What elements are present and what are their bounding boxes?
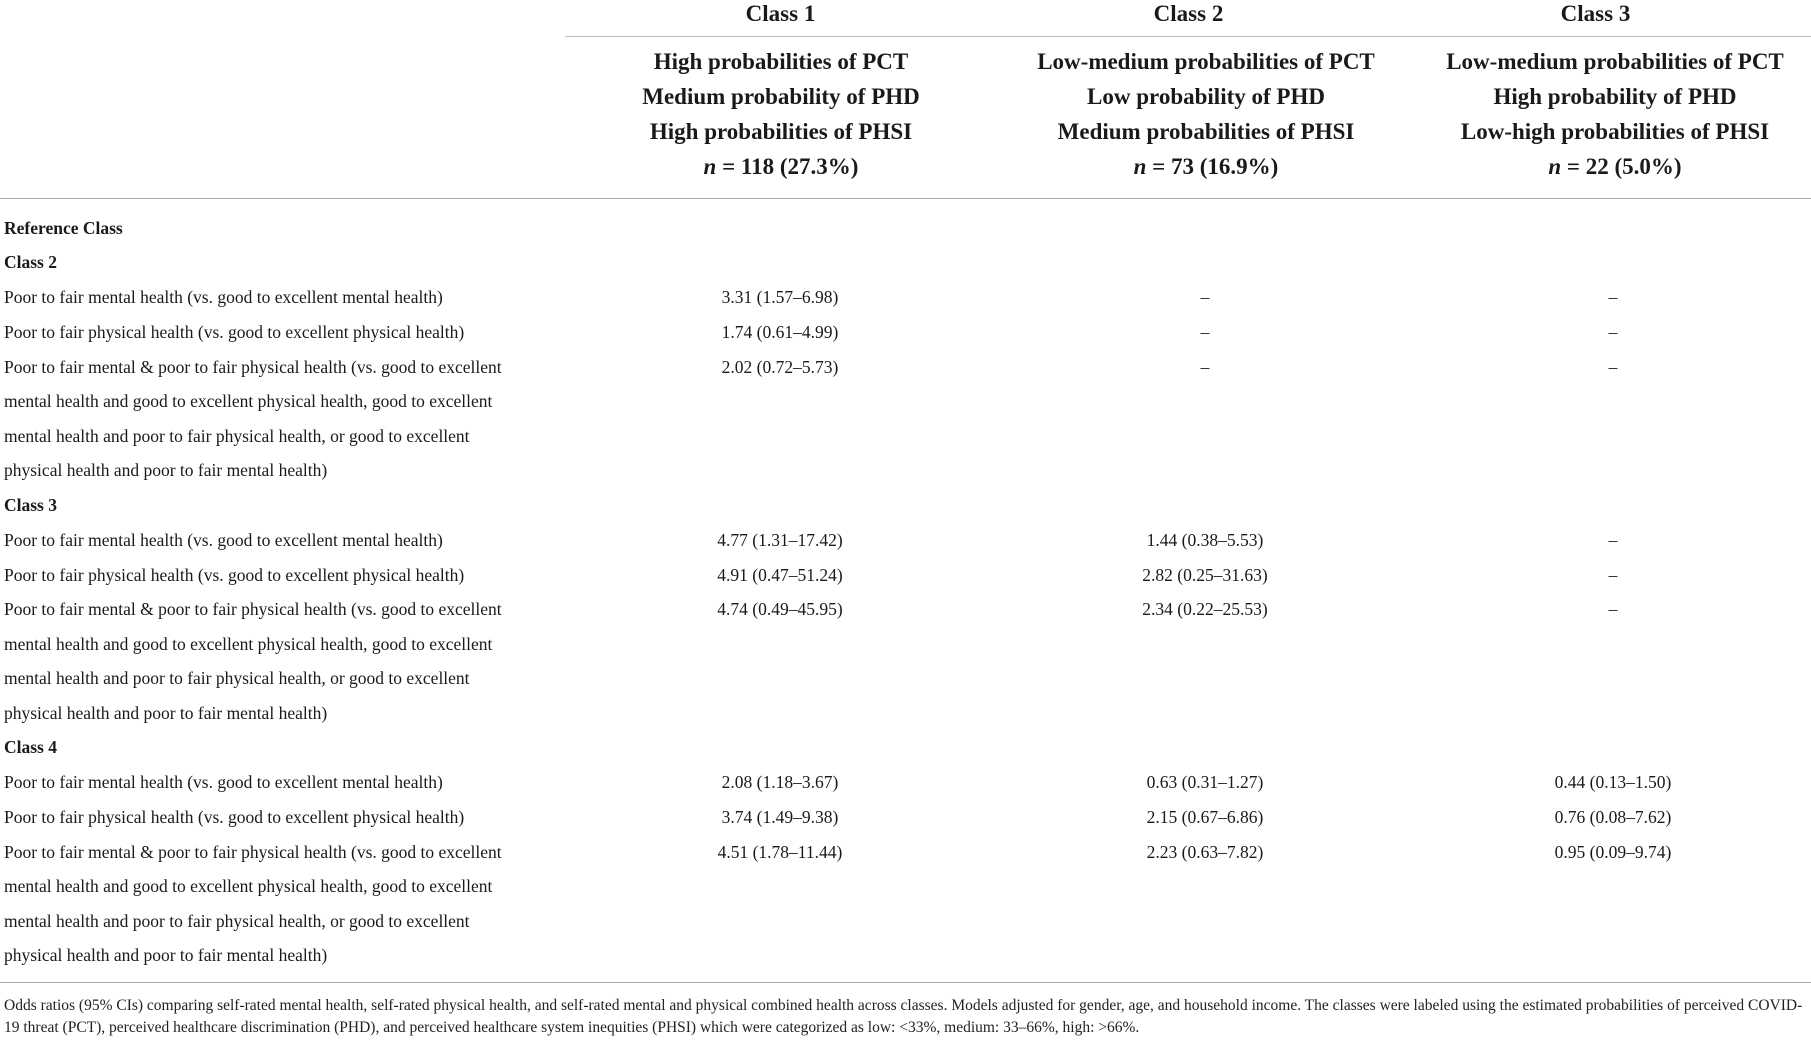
cell-class3: – — [1608, 357, 1618, 377]
cell-class1: 1.74 (0.61–4.99) — [721, 322, 839, 342]
cell-class1: 3.74 (1.49–9.38) — [721, 807, 839, 827]
class-2-n: n = 73 (16.9%) — [1133, 154, 1279, 179]
class-1-title: Class 1 — [745, 1, 816, 26]
class-3-description: Low-medium probabilities of PCT High probability of PHD Low-high probabilities of PHSI n = 22 (5.0%) — [1405, 44, 1811, 184]
row-label: Poor to fair physical health (vs. good to excellent physical health) — [4, 807, 465, 827]
cell-class3: – — [1608, 287, 1618, 307]
row-label-cont: mental health and poor to fair physical health, or good to excellent — [4, 668, 470, 688]
class-2-title: Class 2 — [1153, 1, 1224, 26]
cell-class1: 3.31 (1.57–6.98) — [721, 287, 839, 307]
class-1-n: n = 118 (27.3%) — [703, 154, 859, 179]
cell-class2: – — [1200, 357, 1210, 377]
row-label-cont: mental health and poor to fair physical health, or good to excellent — [4, 911, 470, 931]
row-label-cont: mental health and good to excellent physical health, good to excellent — [4, 876, 493, 896]
row-label: Poor to fair mental health (vs. good to excellent mental health) — [4, 530, 443, 550]
table-bottom-rule — [0, 982, 1811, 983]
cell-class2: 2.34 (0.22–25.53) — [1142, 599, 1268, 619]
cell-class2: 1.44 (0.38–5.53) — [1146, 530, 1264, 550]
group-heading: Class 2 — [4, 252, 57, 272]
cell-class3: – — [1608, 565, 1618, 585]
cell-class3: 0.95 (0.09–9.74) — [1554, 842, 1672, 862]
class-1-description: High probabilities of PCT Medium probability of PHD High probabilities of PHSI n = 118 (27.3%) — [571, 44, 991, 184]
table-footnote: Odds ratios (95% CIs) comparing self-rated mental health, self-rated physical health, and self-rated mental and physical combined health across classes. Models adjusted for gender, age, and household income. The classes were labeled using the estimated probabilities of perceived COVID-19 threat (PCT), perceived healthcare discrimination (PHD), and perceived healthcare system inequities (PHSI) which were categorized as low: <33%, medium: 33–66%, high: >66%. — [4, 997, 1803, 1036]
cell-class1: 4.74 (0.49–45.95) — [717, 599, 843, 619]
header-subrule — [565, 36, 1811, 37]
cell-class1: 2.08 (1.18–3.67) — [721, 772, 839, 792]
row-label-cont: physical health and poor to fair mental health) — [4, 703, 328, 723]
cell-class3: 0.44 (0.13–1.50) — [1554, 772, 1672, 792]
class-3-title: Class 3 — [1560, 1, 1631, 26]
cell-class2: 2.15 (0.67–6.86) — [1146, 807, 1264, 827]
reference-class-label: Reference Class — [4, 218, 123, 238]
row-label: Poor to fair mental health (vs. good to excellent mental health) — [4, 772, 443, 792]
cell-class1: 4.77 (1.31–17.42) — [717, 530, 843, 550]
row-label-cont: mental health and good to excellent physical health, good to excellent — [4, 391, 493, 411]
row-label: Poor to fair mental & poor to fair physical health (vs. good to excellent — [4, 357, 502, 377]
cell-class3: – — [1608, 530, 1618, 550]
class-2-description: Low-medium probabilities of PCT Low probability of PHD Medium probabilities of PHSI n = 73 (16.9%) — [996, 44, 1416, 184]
cell-class3: – — [1608, 322, 1618, 342]
row-label-cont: mental health and poor to fair physical health, or good to excellent — [4, 426, 470, 446]
row-label-cont: physical health and poor to fair mental health) — [4, 945, 328, 965]
cell-class2: – — [1200, 287, 1210, 307]
cell-class3: – — [1608, 599, 1618, 619]
cell-class1: 4.51 (1.78–11.44) — [717, 842, 843, 862]
row-label: Poor to fair mental & poor to fair physical health (vs. good to excellent — [4, 842, 502, 862]
row-label: Poor to fair physical health (vs. good to excellent physical health) — [4, 565, 465, 585]
cell-class1: 2.02 (0.72–5.73) — [721, 357, 839, 377]
row-label: Poor to fair physical health (vs. good to excellent physical health) — [4, 322, 465, 342]
cell-class3: 0.76 (0.08–7.62) — [1554, 807, 1672, 827]
cell-class2: – — [1200, 322, 1210, 342]
cell-class1: 4.91 (0.47–51.24) — [717, 565, 843, 585]
header-bottom-rule — [0, 198, 1811, 199]
row-label-cont: physical health and poor to fair mental health) — [4, 460, 328, 480]
cell-class2: 2.82 (0.25–31.63) — [1142, 565, 1268, 585]
group-heading: Class 4 — [4, 737, 57, 757]
class-3-n: n = 22 (5.0%) — [1548, 154, 1682, 179]
row-label: Poor to fair mental & poor to fair physical health (vs. good to excellent — [4, 599, 502, 619]
row-label: Poor to fair mental health (vs. good to excellent mental health) — [4, 287, 443, 307]
cell-class2: 0.63 (0.31–1.27) — [1146, 772, 1264, 792]
group-heading: Class 3 — [4, 495, 57, 515]
row-label-cont: mental health and good to excellent physical health, good to excellent — [4, 634, 493, 654]
cell-class2: 2.23 (0.63–7.82) — [1146, 842, 1264, 862]
